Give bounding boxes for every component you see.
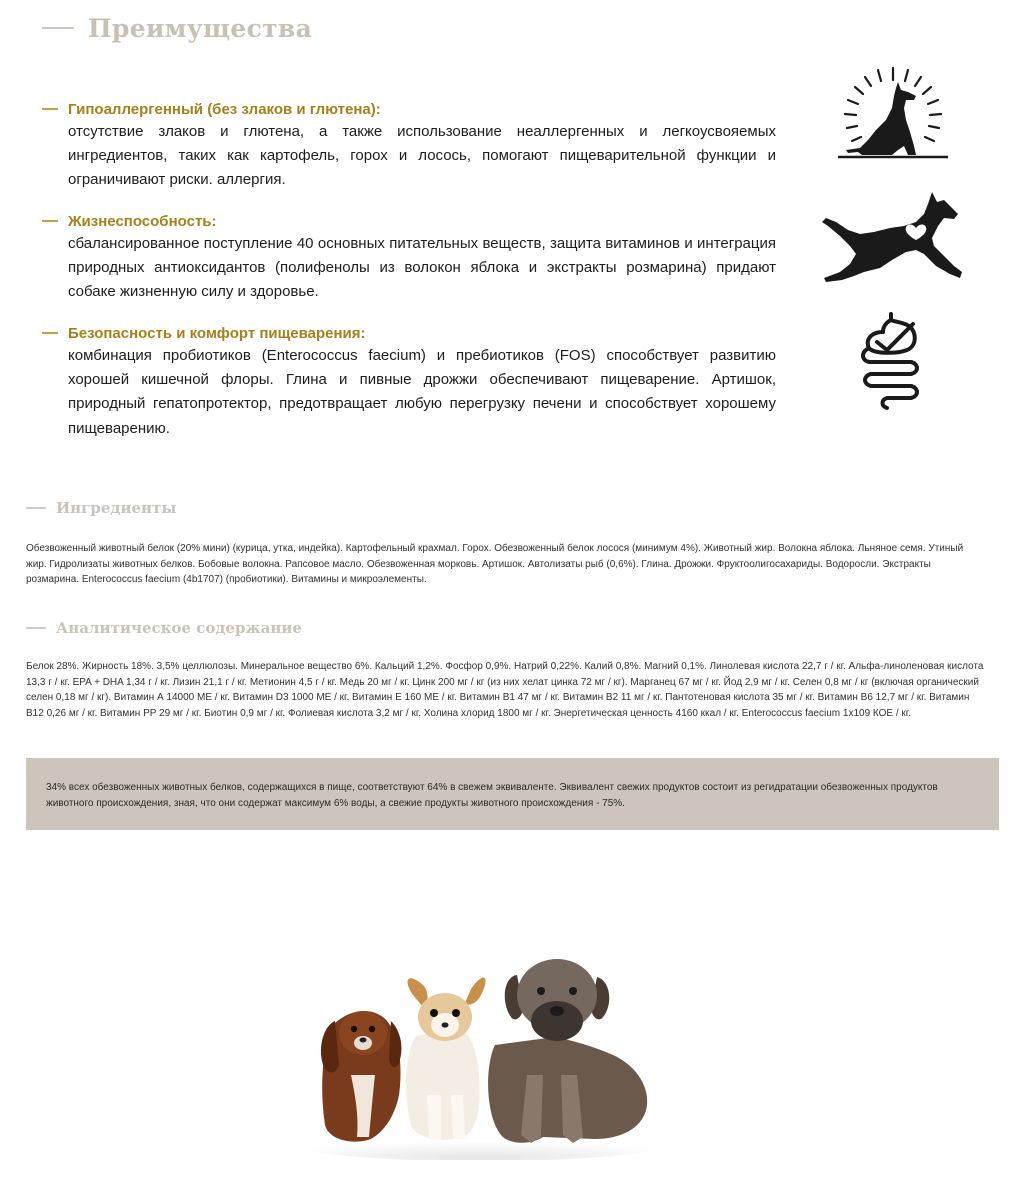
chihuahua-dog xyxy=(406,978,485,1140)
advantage-text: отсутствие злаков и глютена, а также использование неаллергенных и легкоусвояемых ингредиентов, таких как картофель, горох и лосось, помогают пищеварительной функции и ограничивают риски. аллергия. xyxy=(68,123,776,189)
three-dogs-photo xyxy=(295,925,665,1160)
digestive-system-check-icon xyxy=(857,310,927,414)
advantage-heading-row xyxy=(42,99,776,119)
protein-note-box xyxy=(26,758,999,830)
title-dash xyxy=(26,507,46,509)
heading-dash xyxy=(42,332,58,334)
advantage-text: сбалансированное поступление 40 основных питательных веществ, защита витаминов и интеграция природных антиоксидантов (полифенолы из волокон яблока и экстракты розмарина) придают собаке жизненную силу и здоровье. xyxy=(68,235,776,301)
advantage-heading: Жизнеспособность: xyxy=(68,212,217,230)
advantages-title xyxy=(42,12,312,44)
advantage-heading: Гипоаллергенный (без злаков и глютена): xyxy=(68,100,381,118)
ingredients-title-text: Ингредиенты xyxy=(56,499,177,517)
running-dog-heart-icon xyxy=(820,186,966,286)
advantage-heading-row xyxy=(42,211,776,231)
advantages-title-text: Преимущества xyxy=(88,13,313,43)
ingredients-title xyxy=(26,497,176,519)
advantage-heading-row xyxy=(42,323,776,343)
heading-dash xyxy=(42,220,58,222)
advantage-text: комбинация пробиотиков (Enterococcus faecium) и пребиотиков (FOS) способствует развитию хорошей кишечной флоры. Глина и пивные дрожжи обеспечивают пищеварение. Артишок, природный гепатопротектор, предотвращает любую перегрузку печени и способствует хорошему пищеварению. xyxy=(68,347,776,437)
advantage-heading: Безопасность и комфорт пищеварения: xyxy=(68,324,366,342)
sitting-dog-sunburst-icon xyxy=(834,60,952,164)
cane-corso-puppy xyxy=(488,959,647,1143)
analytical-title-text: Аналитическое содержание xyxy=(56,619,302,637)
cavalier-dog xyxy=(321,1011,402,1142)
advantage-vitality xyxy=(42,211,776,305)
advantage-digestion xyxy=(42,323,776,441)
advantage-hypoallergenic xyxy=(42,99,776,193)
heading-dash xyxy=(42,108,58,110)
analytical-title xyxy=(26,617,302,639)
title-dash xyxy=(26,627,46,629)
protein-note-text: 34% всех обезвоженных животных белков, содержащихся в пище, соответствуют 64% в свежем эквиваленте. Эквивалент свежих продуктов состоит из регидратации обезвоженных продуктов животного происхождения, зная, что они содержат максимум 6% воды, а свежие продукты животного происхождения - 75%. xyxy=(46,782,938,809)
ingredients-text: Обезвоженный животный белок (20% мини) (курица, утка, индейка). Картофельный крахмал. Горох. Обезвоженный белок лосося (минимум 4%). Животный жир. Волокна яблока. Льняное семя. Утиный жир. Гидролизаты животных белков. Бобовые волокна. Рапсовое масло. Обезвоженная морковь. Артишок. Автолизаты рыб (0,6%). Глина. Дрожжи. Фруктоолигосахариды. Водоросли. Экстракты розмарина. Enterococcus faecium (4b1707) (пробиотики). Витамины и микроэлементы. xyxy=(26,543,964,585)
analytical-text: Белок 28%. Жирность 18%. 3,5% целлюлозы. Минеральное вещество 6%. Кальций 1,2%. Фосфор 0,9%. Натрий 0,22%. Калий 0,8%. Магний 0,1%. Линолевая кислота 22,7 г / кг. Альфа-линоленовая кислота 13,3 г / кг. EPA + DHA 1,34 г / кг. Лизин 21,1 г / кг. Метионин 4,5 г / кг. Медь 20 мг / кг. Цинк 200 мг / кг (из них хелат цинка 72 мг / кг). Марганец 67 мг / кг. Йод 2,9 мг / кг. Селен 0,8 мг / кг (включая органический селен 0,18 мг / кг). Витамин А 14000 МЕ / кг. Витамин D3 1000 МЕ / кг. Витамин Е 160 МЕ / кг. Витамин B1 47 мг / кг. Витамин B2 11 мг / кг. Пантотеновая кислота 35 мг / кг. Витамин B6 12,7 мг / кг. Витамин B12 0,26 мг / кг. Витамин PP 29 мг / кг. Биотин 0,9 мг / кг. Фолиевая кислота 3,2 мг / кг. Холина хлорид 1800 мг / кг. Энергетическая ценность 4160 ккал / кг. Enterococcus faecium 1x109 КОЕ / кг. xyxy=(26,661,984,719)
title-dash xyxy=(42,27,74,29)
